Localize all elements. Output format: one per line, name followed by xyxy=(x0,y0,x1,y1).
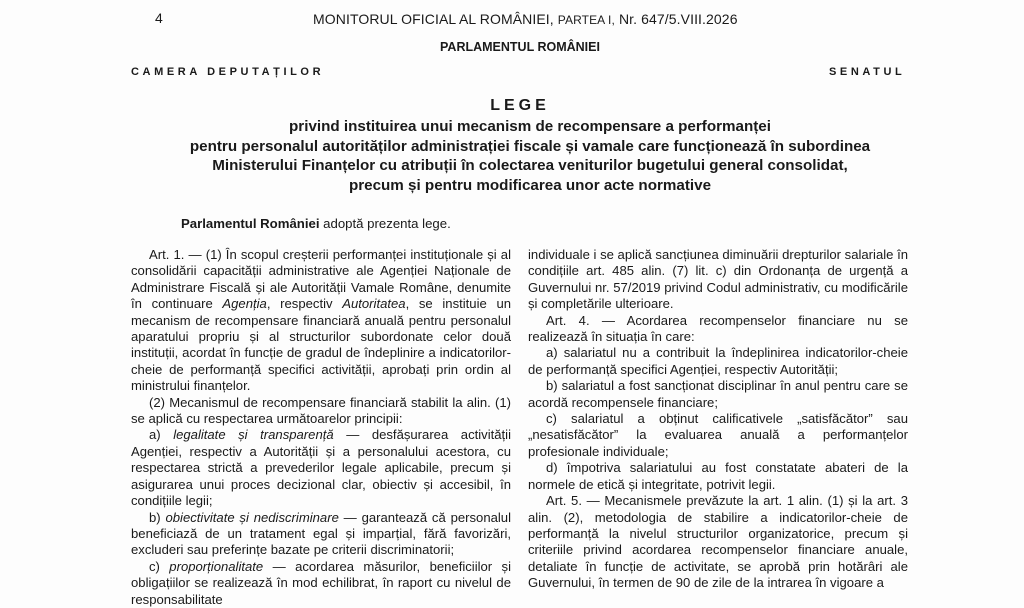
principle-c xyxy=(131,559,511,608)
item-letter: a) xyxy=(149,427,174,443)
article-3-continuation: individuale i se aplică sancțiunea diminuării drepturilor salariale în condițiile art. 485 alin. (7) lit. c) din Ordonanța de urgență a Guvernului nr. 57/2019 privind Codul administrativ, cu modificările și completările ulterioare. xyxy=(528,247,908,312)
italic-term: obiectivitate și nediscriminare xyxy=(165,509,339,525)
article-4: Art. 4. — Acordarea recompenselor financiare nu se realizează în situația în care: xyxy=(528,312,908,345)
text-run: , se instituie un mecanism de recompensare financiară anuală pentru personalul aparatului propriu și al structurilor subordonate celor două instituții, acordat în funcție de gradul de îndeplinire a indicatorilor-cheie de performanță specifici activității, aprobați prin ordin al ministrului finanțelor. xyxy=(131,296,512,394)
adoption-subject: Parlamentul României xyxy=(181,216,320,231)
law-title xyxy=(0,117,1024,195)
article-4-item-b: b) salariatul a fost sancționat disciplinar în anul pentru care se acordă recompensele financiare; xyxy=(528,378,908,410)
italic-term: Agenția xyxy=(222,296,267,312)
principle-b xyxy=(131,510,511,559)
item-letter: c) xyxy=(149,558,170,574)
law-title-line: Ministerului Finanțelor cu atribuții în colectarea veniturilor bugetului general consolidat, xyxy=(212,157,848,174)
publication-part: PARTEA I, xyxy=(557,13,615,27)
chamber-deputies: CAMERA DEPUTAȚILOR xyxy=(131,66,325,78)
parliament-heading: PARLAMENTUL ROMÂNIEI xyxy=(440,40,600,54)
article-4-item-c: c) salariatul a obținut calificativele „satisfăcător” sau „nesatisfăcător” la evaluarea anuală a performanțelor profesionale individuale; xyxy=(528,411,908,459)
text-run: — garantează că personalul beneficiază de un tratament egal și imparțial, fără favorizări, excluderi sau preferințe bazate pe criterii discriminatorii; xyxy=(131,509,511,558)
law-label: LEGE xyxy=(490,97,550,114)
italic-term: Autoritatea xyxy=(342,296,406,312)
italic-term: legalitate și transparență xyxy=(173,427,334,443)
left-column xyxy=(131,247,511,608)
item-letter: b) xyxy=(149,509,166,525)
adoption-text: adoptă prezenta lege. xyxy=(319,216,451,231)
adoption-statement xyxy=(181,216,451,231)
text-run: — desfășurarea activității Agenției, respectiv a Autorității și a personalului acestora, cu respectarea strictă a prevederilor legale aplicabile, precum și asigurarea unui proces decizional clar, obiectiv și accesibil, în condițiile legii; xyxy=(131,427,511,509)
law-title-line: privind instituirea unui mecanism de recompensare a performanței xyxy=(289,118,771,135)
article-5: Art. 5. — Mecanismele prevăzute la art. 1 alin. (1) și la art. 3 alin. (2), metodologia de stabilire a indicatorilor-cheie de performanță la nivelul structurilor organizatorice, precum și criteriile privind acordarea recompenselor financiare anuale, detaliate în funcție de activitate, se aprobă prin hotărâri ale Guvernului, în termen de 90 de zile de la intrarea în vigoare a xyxy=(528,493,908,591)
article-1-paragraph-2: (2) Mecanismul de recompensare financiară stabilit la alin. (1) se aplică cu respectarea următoarelor principii: xyxy=(131,394,511,427)
chamber-senate: SENATUL xyxy=(829,66,906,78)
article-4-item-a: a) salariatul nu a contribuit la îndeplinirea indicatorilor-cheie de performanță specifici Agenției, respectiv Autorității; xyxy=(528,345,908,377)
article-4-item-d: d) împotriva salariatului au fost constatate abateri de la normele de etică și integritate, potrivit legii. xyxy=(528,460,908,492)
principle-a xyxy=(131,427,511,509)
text-run: , respectiv xyxy=(266,296,343,312)
publication-issue: Nr. 647/5.VIII.2026 xyxy=(618,11,738,27)
article-1-paragraph-1 xyxy=(131,247,511,395)
page-number: 4 xyxy=(155,10,163,26)
right-column xyxy=(528,247,908,592)
text-run: — acordarea măsurilor, beneficiilor și obligațiilor se realizează în mod echilibrat, în raport cu nivelul de responsabilitate xyxy=(131,558,511,607)
law-title-line: pentru personalul autorităților administrației fiscale și vamale care funcționează în subordinea xyxy=(189,137,871,155)
publication-name: MONITORUL OFICIAL AL ROMÂNIEI, xyxy=(313,11,554,27)
italic-term: proporționalitate xyxy=(169,558,264,574)
publication-header xyxy=(313,11,738,27)
text-run: Art. 1. — (1) În scopul creșterii performanței instituționale și al consolidării capacității administrative ale Agenției Naționale de Administrare Fiscală și ale Autorității Vamale Române, denumite în continuare xyxy=(131,247,511,312)
law-title-line: precum și pentru modificarea unor acte normative xyxy=(348,176,712,194)
